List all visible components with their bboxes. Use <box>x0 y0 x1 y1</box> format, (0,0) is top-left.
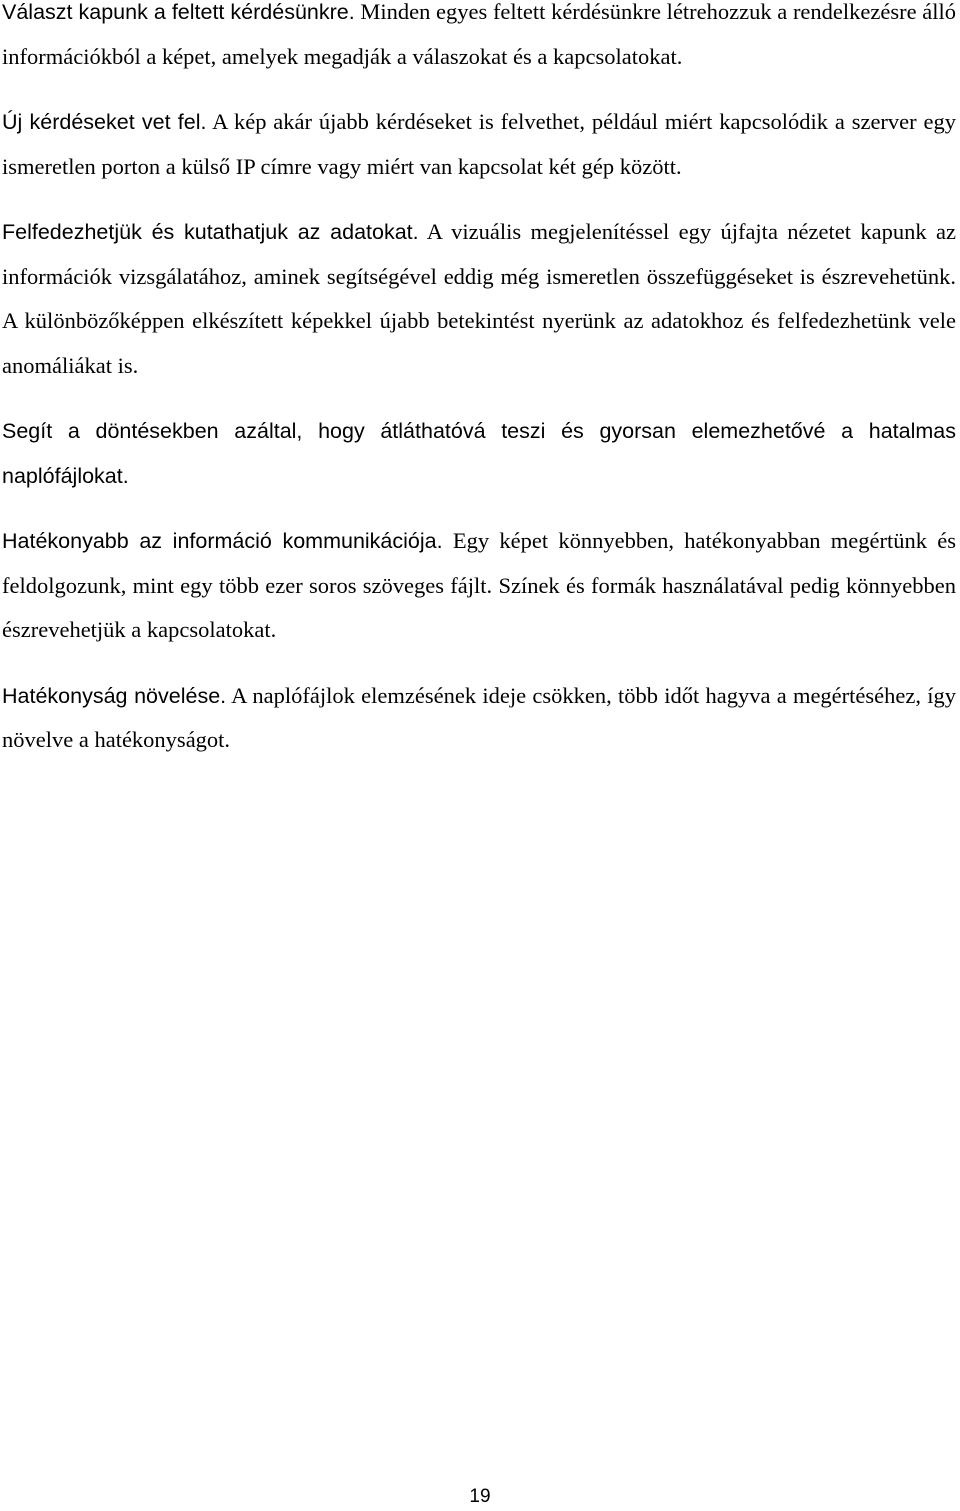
paragraph-decisions <box>2 409 956 498</box>
paragraph-lead: Hatékonyabb az információ kommunikációja. <box>2 529 443 553</box>
paragraph-body: A naplófájlok elemzésének ideje csökken, több időt hagyva a megértéséhez, így növelve a hatékonyságot. <box>2 682 956 752</box>
page-number: 19 <box>469 1486 491 1507</box>
paragraph-body: A kép akár újabb kérdéseket is felvethet, például miért kapcsolódik a szerver egy ismeretlen porton a külső IP címre vagy miért van kapcsolat két gép között. <box>2 109 956 179</box>
paragraph-communication <box>2 519 956 653</box>
paragraph-lead: Hatékonyság növelése. <box>2 683 227 708</box>
paragraph-lead: Új kérdéseket vet fel. <box>2 110 207 134</box>
paragraph-efficiency <box>2 674 956 763</box>
paragraph-new-questions <box>2 100 956 189</box>
paragraph-answer <box>2 0 956 79</box>
paragraph-lead: Segít a döntésekben azáltal, hogy átláthatóvá teszi és gyorsan elemezhetővé a hatalmas naplófájlokat. <box>2 419 956 488</box>
paragraph-body: A vizuális megjelenítéssel egy újfajta nézetet kapunk az információk vizsgálatához, aminek segítségével eddig még ismeretlen összefüggéseket is észrevehetünk. A különbözőképpen elkészített képekkel újabb betekintést nyerünk az adatokhoz és felfedezhetünk vele anomáliákat is. <box>2 219 956 378</box>
document-body <box>2 0 956 784</box>
paragraph-body: Egy képet könnyebben, hatékonyabban megértünk és feldolgozunk, mint egy több ezer soros szöveges fájlt. Színek és formák használatával pedig könnyebben észrevehetjük a kapcsolatokat. <box>2 528 956 642</box>
paragraph-body: Minden egyes feltett kérdésünkre létrehozzuk a rendelkezésre álló információkból a képet, amelyek megadják a válaszokat és a kapcsolatokat. <box>2 0 957 69</box>
paragraph-lead: Választ kapunk a feltett kérdésünkre. <box>2 0 355 24</box>
paragraph-lead: Felfedezhetjük és kutathatjuk az adatokat. <box>2 220 419 244</box>
paragraph-explore <box>2 210 956 388</box>
